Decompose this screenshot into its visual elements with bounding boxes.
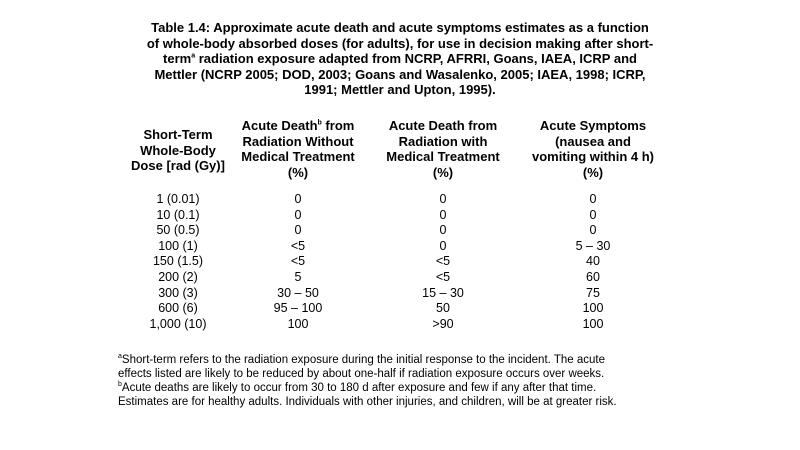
title-adapted-text: radiation exposure adapted from NCRP, AFRRI, Goans, IAEA, ICRP and — [195, 51, 637, 66]
death-without-treatment-cell: 0 — [294, 207, 302, 222]
footnote-b-line-1: Acute deaths are likely to occur from 30 to 180 d after exposure and few if any after that time. — [121, 382, 597, 394]
column-header-death-with-treatment — [373, 118, 513, 180]
footnote-marker-a: a — [191, 52, 196, 60]
table-body — [0, 192, 800, 332]
header-text: from — [321, 118, 355, 133]
symptoms-cell: 40 — [586, 254, 600, 269]
death-without-treatment-cell: 5 — [294, 269, 302, 284]
death-without-treatment-cell: 30 – 50 — [277, 285, 319, 300]
death-with-treatment-cell: <5 — [435, 254, 451, 269]
header-line: Short-Term — [143, 127, 213, 142]
symptoms-cell: 0 — [589, 192, 597, 206]
column-header-dose — [118, 127, 238, 174]
death-without-treatment-cell: 0 — [294, 192, 302, 206]
title-line-1: Table 1.4: Approximate acute death and acute symptoms estimates as a function — [151, 20, 649, 35]
symptoms-cell: 0 — [589, 223, 597, 238]
header-line: Radiation Without — [242, 133, 354, 149]
symptoms-cell: 100 — [582, 316, 604, 331]
title-term-text: term — [163, 51, 192, 66]
death-with-treatment-cell: 0 — [439, 192, 447, 206]
header-line: Acute Death from — [388, 118, 498, 133]
header-line: vomiting within 4 h) — [531, 149, 655, 164]
death-with-treatment-cell: 15 – 30 — [422, 285, 464, 300]
footnote-b-line-2: Estimates are for healthy adults. Individuals with other injuries, and children, will be at greater risk. — [118, 396, 617, 408]
dose-cell: 100 (1) — [158, 238, 198, 253]
header-line: (%) — [432, 164, 454, 180]
table-title — [80, 20, 720, 98]
table-row — [0, 286, 800, 302]
header-line: (%) — [287, 164, 309, 180]
header-line: (%) — [582, 164, 604, 180]
header-line — [228, 118, 368, 134]
death-with-treatment-cell: >90 — [432, 316, 454, 331]
footnote-a-marker: a — [118, 353, 122, 361]
header-line: Radiation with — [398, 133, 488, 149]
symptoms-cell: 60 — [586, 269, 600, 284]
symptoms-cell: 100 — [582, 301, 604, 316]
table-row — [0, 301, 800, 317]
title-line-2: of whole-body absorbed doses (for adults), for use in decision making after short- — [146, 35, 654, 51]
dose-cell: 300 (3) — [158, 285, 198, 300]
death-with-treatment-cell: 0 — [439, 207, 447, 222]
death-with-treatment-cell: 0 — [439, 223, 447, 238]
table-row — [0, 317, 800, 333]
title-line-3 — [80, 51, 720, 67]
symptoms-cell: 0 — [589, 207, 597, 222]
death-without-treatment-cell: 100 — [287, 316, 309, 331]
dose-cell: 50 (0.5) — [156, 223, 200, 238]
dose-cell: 150 (1.5) — [152, 254, 204, 269]
table-row — [0, 254, 800, 270]
column-header-death-without-treatment — [228, 118, 368, 180]
dose-cell: 10 (0.1) — [156, 207, 200, 222]
table-row — [0, 239, 800, 255]
title-line-5: 1991; Mettler and Upton, 1995). — [304, 82, 496, 97]
dose-cell: 600 (6) — [158, 301, 198, 316]
dose-cell: 1,000 (10) — [149, 316, 207, 331]
header-line: Medical Treatment — [241, 149, 355, 164]
footnote-a — [118, 353, 678, 381]
header-line: Dose [rad (Gy)] — [131, 158, 225, 173]
footnote-b-marker: b — [118, 381, 122, 389]
header-line: Medical Treatment — [386, 149, 500, 164]
symptoms-cell: 75 — [586, 285, 600, 300]
death-with-treatment-cell: <5 — [435, 269, 451, 284]
footnote-a-line-2: effects listed are likely to be reduced by about one-half if radiation exposure occurs over weeks. — [118, 368, 605, 380]
table-row — [0, 270, 800, 286]
death-with-treatment-cell: 50 — [436, 301, 450, 316]
symptoms-cell: 5 – 30 — [575, 238, 611, 253]
dose-cell: 1 (0.01) — [156, 192, 200, 206]
title-line-4: Mettler (NCRP 2005; DOD, 2003; Goans and Wasalenko, 2005; IAEA, 1998; ICRP, — [154, 66, 646, 82]
death-without-treatment-cell: 95 – 100 — [273, 301, 323, 316]
footnote-b — [118, 381, 678, 409]
table-row — [0, 192, 800, 208]
header-line: (nausea and — [555, 133, 631, 149]
footnotes — [118, 353, 678, 409]
footnote-marker-b: b — [317, 119, 322, 127]
death-with-treatment-cell: 0 — [439, 238, 447, 253]
header-line: Whole-Body — [140, 142, 216, 158]
death-without-treatment-cell: <5 — [290, 238, 306, 253]
header-text: Acute Death — [241, 118, 318, 133]
table-row — [0, 208, 800, 224]
header-line: Acute Symptoms — [539, 118, 647, 133]
table-row — [0, 223, 800, 239]
footnote-a-line-1: Short-term refers to the radiation exposure during the initial response to the incident. The acute — [121, 354, 605, 366]
column-header-acute-symptoms — [523, 118, 663, 180]
death-without-treatment-cell: 0 — [294, 223, 302, 238]
death-without-treatment-cell: <5 — [290, 254, 306, 269]
dose-cell: 200 (2) — [158, 269, 198, 284]
